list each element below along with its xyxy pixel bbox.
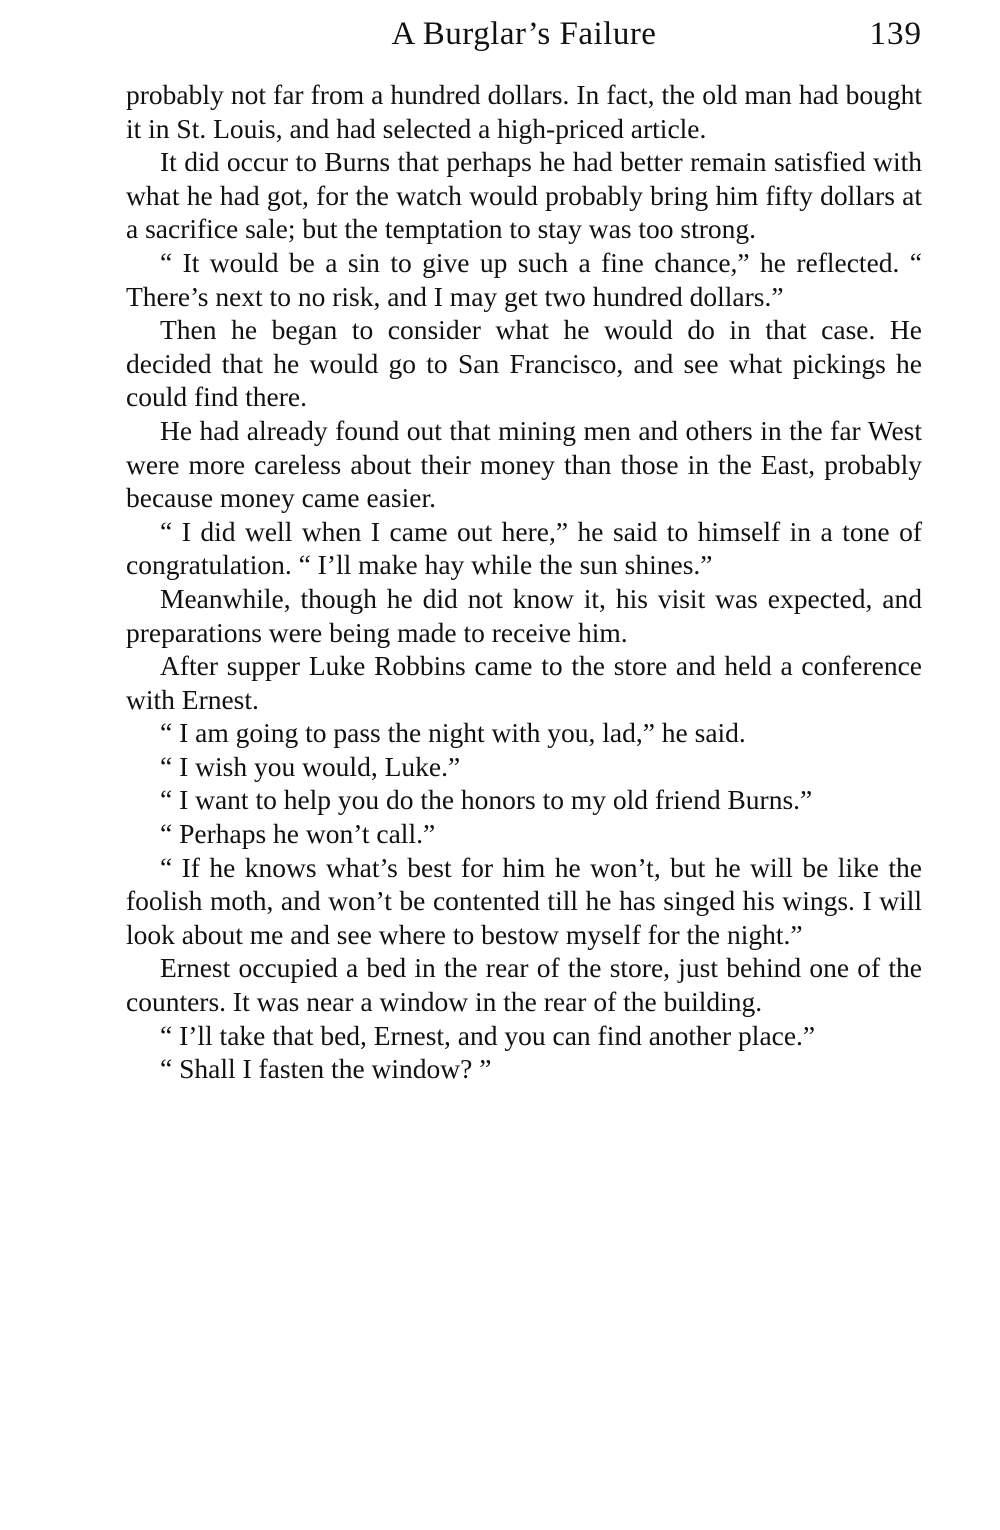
paragraph: “ If he knows what’s best for him he won’t, but he will be like the foolish moth, and won’t be contented till he has singed his wings. I will look about me and see where to bestow myself for the night.” (126, 851, 922, 950)
running-title: A Burglar’s Failure (391, 16, 657, 52)
paragraph: “ I am going to pass the night with you, lad,” he said. (160, 717, 746, 749)
page-number: 139 (869, 16, 922, 52)
paragraph: He had already found out that mining men and others in the far West were more careless about their money than those in the East, probably because money came easier. (126, 414, 922, 514)
paragraph: It did occur to Burns that perhaps he had better remain satisfied with what he had got, for the watch would probably bring him fifty dollars at a sacrifice sale; but the temptation to stay was too strong. (126, 146, 922, 245)
paragraph: “ I’ll take that bed, Ernest, and you can find another place.” (160, 1019, 816, 1051)
paragraph: “ I wish you would, Luke.” (160, 750, 461, 782)
paragraph: probably not far from a hundred dollars. In fact, the old man had bought it in St. Louis, and had selected a high-priced article. (126, 79, 922, 144)
paragraph: “ I did well when I came out here,” he said to himself in a tone of congratulation. “ I’ll make hay while the sun shines.” (126, 515, 922, 581)
paragraph: “ Perhaps he won’t call.” (160, 818, 436, 850)
paragraph: “ Shall I fasten the window? ” (160, 1053, 492, 1085)
body-text (126, 78, 922, 1086)
paragraph: After supper Luke Robbins came to the store and held a conference with Ernest. (126, 650, 922, 715)
paragraph: “ It would be a sin to give up such a fine chance,” he reflected. “ There’s next to no risk, and I may get two hundred dollars.” (126, 246, 922, 312)
paragraph: “ I want to help you do the honors to my old friend Burns.” (160, 784, 813, 816)
paragraph: Meanwhile, though he did not know it, his visit was expected, and preparations were being made to receive him. (126, 582, 922, 648)
paragraph: Then he began to consider what he would do in that case. He decided that he would go to San Francisco, and see what pickings he could find there. (126, 314, 922, 413)
paragraph: Ernest occupied a bed in the rear of the store, just behind one of the counters. It was near a window in the rear of the building. (126, 952, 922, 1018)
running-head (126, 12, 922, 56)
